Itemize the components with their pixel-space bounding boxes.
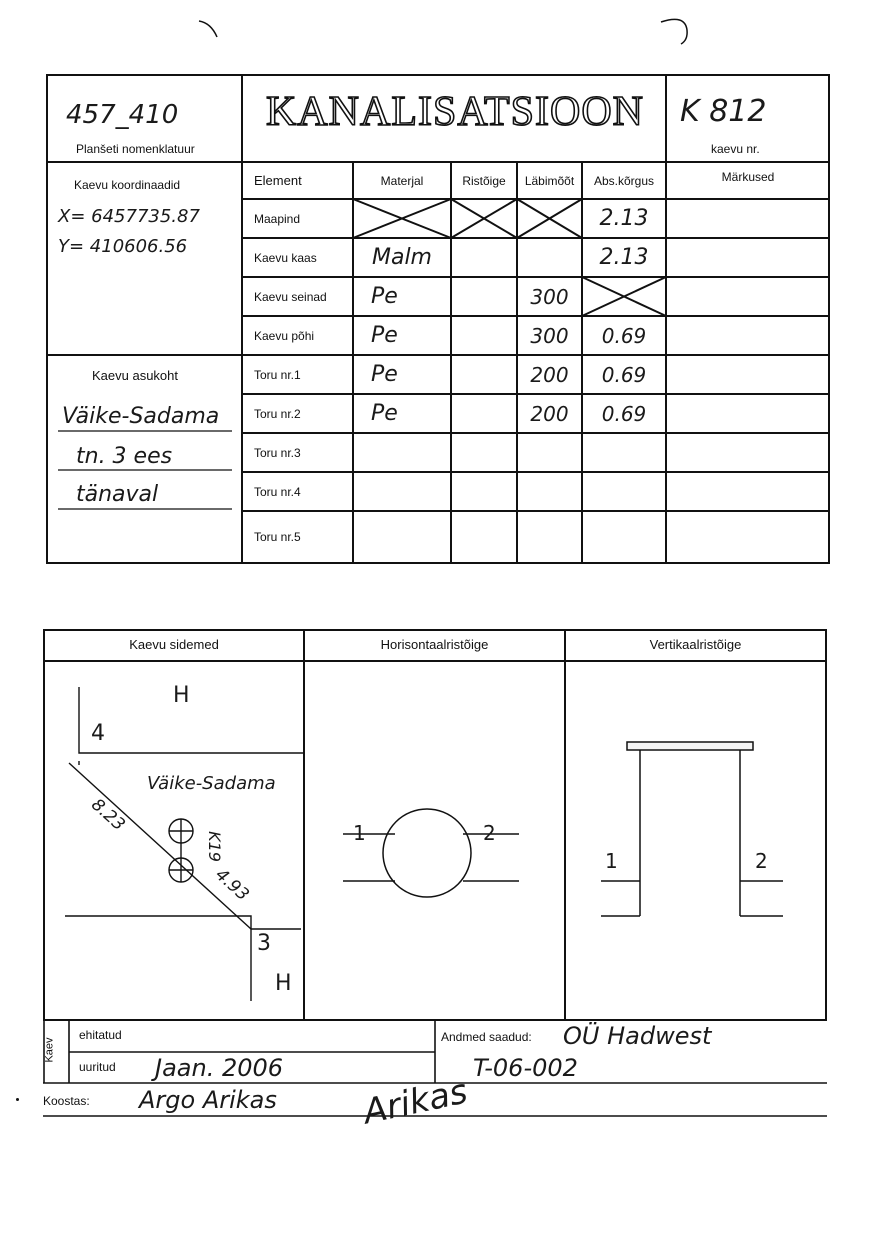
location-label: Kaevu asukoht (92, 368, 179, 383)
table-row-material: Malm (371, 245, 432, 270)
vertical-pipe-2: 2 (755, 849, 768, 873)
source-label: Andmed saadud: (441, 1030, 532, 1044)
col-header-height: Abs.kõrgus (593, 173, 655, 188)
col-header-element: Element (254, 173, 302, 188)
coordinate-x: X= 6457735.87 (58, 206, 200, 227)
author-value: Argo Arikas (139, 1086, 277, 1114)
measured-label: uuritud (79, 1060, 116, 1074)
ties-h-top: H (173, 683, 190, 708)
sketch-header-ties: Kaevu sidemed (129, 637, 219, 652)
author-label: Koostas: (43, 1094, 90, 1108)
well-sketches (43, 629, 827, 1021)
table-row-height: 0.69 (601, 323, 647, 348)
col-header-material: Materjal (380, 173, 424, 188)
ties-corner-bottom: 3 (257, 931, 271, 956)
table-row-element: Kaevu põhi (254, 328, 315, 343)
coordinate-y: Y= 410606.56 (58, 236, 188, 257)
nomenclature-value: 457_410 (66, 100, 179, 130)
sketch-drawings (43, 629, 827, 1021)
table-row-diameter: 300 (530, 284, 569, 309)
corner-mark-right (655, 14, 695, 54)
col-header-cross: Ristõige (462, 173, 506, 188)
footer-side-label: Kaev (43, 1037, 56, 1063)
table-row-element: Toru nr.3 (254, 445, 301, 460)
sketch-header-horizontal: Horisontaalristõige (380, 637, 489, 652)
table-row-element: Toru nr.1 (254, 367, 301, 382)
table-row-height: 0.69 (601, 362, 647, 387)
corner-mark-left (195, 15, 225, 45)
ties-distance-b: 4.93 (211, 864, 253, 906)
form-footer (43, 1020, 827, 1133)
ties-corner-top: 4 (91, 721, 105, 746)
coordinates-label: Kaevu koordinaadid (74, 178, 181, 192)
table-row-element: Toru nr.4 (254, 484, 301, 499)
form-title: KANALISATSIOON (266, 89, 644, 135)
source-value: OÜ Hadwest (563, 1022, 712, 1050)
table-row-material: Pe (371, 284, 398, 309)
location-line-2: tn. 3 ees (76, 444, 173, 469)
ties-distance-a: 8.23 (87, 794, 129, 836)
source-reference: T-06-002 (473, 1054, 578, 1082)
well-number-label: kaevu nr. (711, 142, 760, 156)
sketch-header-vertical: Vertikaalristõige (649, 637, 742, 652)
col-header-notes: Märkused (721, 170, 775, 184)
table-row-height: 2.13 (599, 245, 649, 270)
table-row-diameter: 300 (530, 323, 569, 348)
table-row-height: 2.13 (599, 206, 649, 231)
horizontal-pipe-1: 1 (353, 821, 366, 845)
vertical-pipe-1: 1 (605, 849, 618, 873)
table-row-element: Kaevu seinad (254, 289, 327, 304)
table-row-material: Pe (371, 323, 398, 348)
signature: Arikas (359, 1071, 471, 1133)
ties-well-id: K19 (204, 831, 224, 862)
table-row-element: Toru nr.5 (254, 530, 301, 544)
built-label: ehitatud (79, 1028, 122, 1042)
table-row-element: Toru nr.2 (254, 406, 301, 421)
well-card-top (46, 74, 830, 564)
ties-h-bottom: H (275, 971, 292, 996)
table-row-diameter: 200 (530, 362, 569, 387)
table-row-height: 0.69 (601, 401, 647, 426)
scan-speck (16, 1098, 19, 1101)
table-row-material: Pe (371, 401, 398, 426)
table-row-element: Maapind (254, 211, 301, 226)
well-number-value: K 812 (680, 94, 767, 129)
nomenclature-label: Planšeti nomenklatuur (76, 142, 195, 156)
measured-value: Jaan. 2006 (155, 1054, 284, 1082)
location-line-3: tänaval (76, 482, 159, 507)
vertical-section (601, 742, 783, 916)
table-row-material: Pe (371, 362, 398, 387)
ties-street: Väike-Sadama (147, 773, 276, 794)
table-row-element: Kaevu kaas (254, 250, 317, 265)
col-header-diameter: Läbimõõt (524, 173, 575, 188)
horizontal-pipe-2: 2 (483, 821, 496, 845)
location-line-1: Väike-Sadama (62, 404, 220, 429)
table-row-diameter: 200 (530, 401, 569, 426)
